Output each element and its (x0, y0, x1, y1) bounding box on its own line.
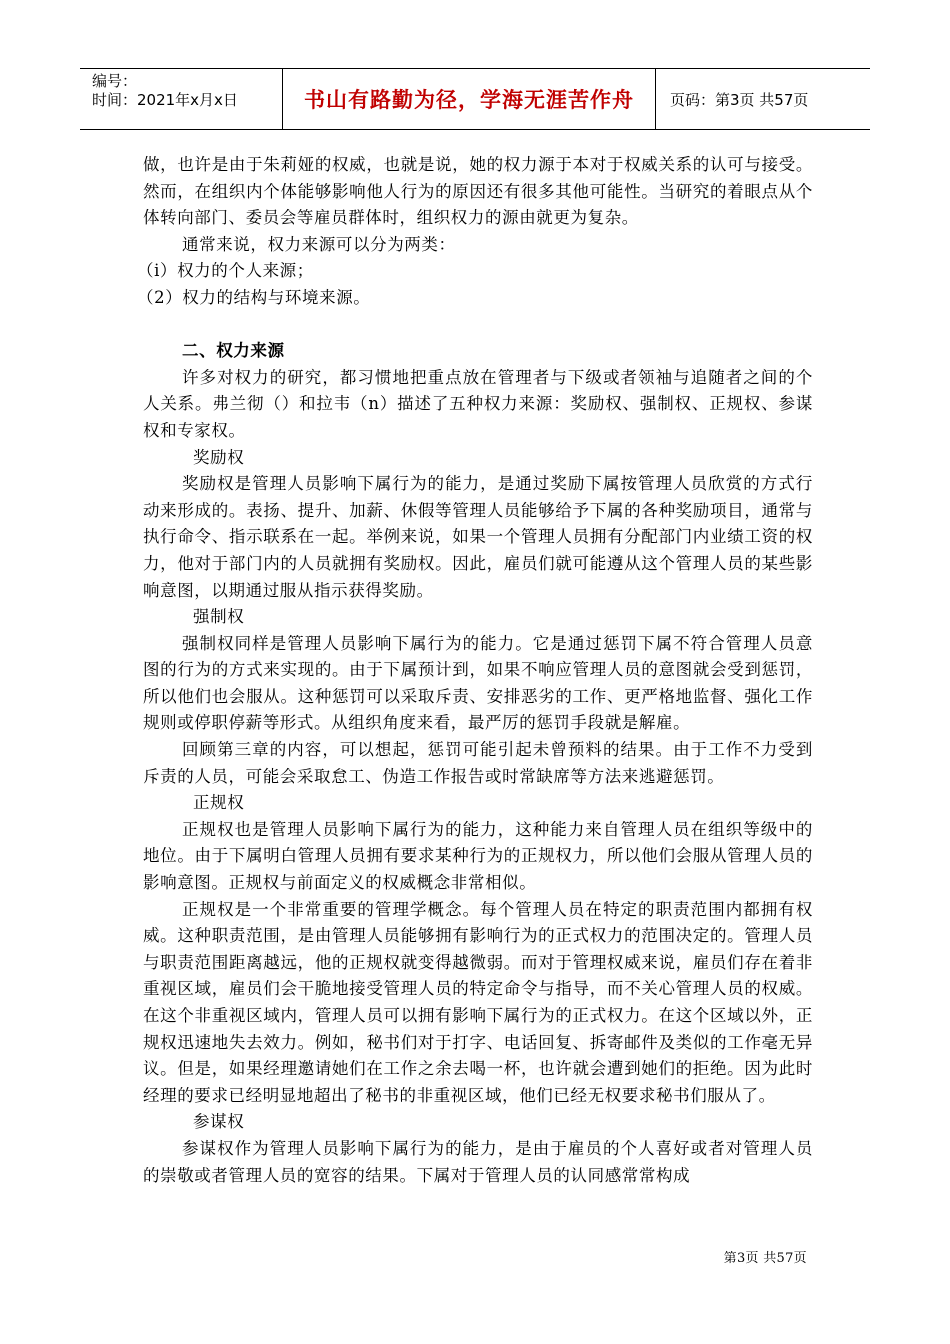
paragraph: 奖励权是管理人员影响下属行为的能力，是通过奖励下属按管理人员欣赏的方式行动来形成的。表扬、提升、加薪、休假等管理人员能够给予下属的各种奖励项目，通常与执行命令、指示联系在一起。举例来说，如果一个管理人员拥有分配部门内业绩工资的权力，他对于部门内的人员就拥有奖励权。因此，雇员们就可能遵从这个管理人员的某些影响意图，以期通过服从指示获得奖励。 (143, 474, 813, 600)
page-header (80, 68, 870, 130)
document-time-label: 时间：2021年x月x日 (92, 91, 238, 109)
paragraph: 通常来说，权力来源可以分为两类： (182, 234, 456, 254)
spacer (143, 312, 813, 339)
list-item: （i）权力的个人来源； (137, 261, 314, 281)
paragraph: 正规权也是管理人员影响下属行为的能力，这种能力来自管理人员在组织等级中的地位。由于下属明白管理人员拥有要求某种行为的正规权力，所以他们会服从管理人员的影响意图。正规权与前面定义的权威概念非常相似。 (143, 819, 813, 893)
subheading-reward-power: 奖励权 (193, 447, 245, 467)
subheading-legitimate-power: 正规权 (193, 793, 245, 813)
subheading-referent-power: 参谋权 (193, 1112, 245, 1132)
header-meta-cell (80, 69, 283, 129)
document-code-label: 编号： (92, 72, 138, 90)
list-item: （2）权力的结构与环境来源。 (137, 287, 371, 307)
paragraph: 强制权同样是管理人员影响下属行为的能力。它是通过惩罚下属不符合管理人员意图的行为的方式来实现的。由于下属预计到，如果不响应管理人员的意图就会受到惩罚，所以他们也会服从。这种惩罚可以采取斥责、安排恶劣的工作、更严格地监督、强化工作规则或停职停薪等形式。从组织角度来看，最严厉的惩罚手段就是解雇。 (143, 633, 813, 733)
header-motto: 书山有路勤为径，学海无涯苦作舟 (283, 69, 656, 129)
page-footer: 第3页 共57页 (723, 1251, 807, 1266)
paragraph: 正规权是一个非常重要的管理学概念。每个管理人员在特定的职责范围内都拥有权威。这种职责范围，是由管理人员能够拥有影响行为的正式权力的范围决定的。管理人员与职责范围距离越远，他的正规权就变得越微弱。而对于管理权威来说，雇员们存在着非重视区域，雇员们会干脆地接受管理人员的特定命令与指导，而不关心管理人员的权威。在这个非重视区域内，管理人员可以拥有影响下属行为的正式权力。在这个区域以外，正规权迅速地失去效力。例如，秘书们对于打字、电话回复、拆寄邮件及类似的工作毫无异议。但是，如果经理邀请她们在工作之余去喝一杯，也许就会遭到她们的拒绝。因为此时经理的要求已经明显地超出了秘书的非重视区域，他们已经无权要求秘书们服从了。 (143, 899, 813, 1105)
paragraph: 参谋权作为管理人员影响下属行为的能力，是由于雇员的个人喜好或者对管理人员的崇敬或者管理人员的宽容的结果。下属对于管理人员的认同感常常构成 (143, 1138, 813, 1185)
paragraph: 许多对权力的研究，都习惯地把重点放在管理者与下级或者领袖与追随者之间的个人关系。弗兰彻（）和拉韦（n）描述了五种权力来源：奖励权、强制权、正规权、参谋权和专家权。 (143, 367, 813, 440)
paragraph: 做，也许是由于朱莉娅的权威，也就是说，她的权力源于本对于权威关系的认可与接受。然而，在组织内个体能够影响他人行为的原因还有很多其他可能性。当研究的着眼点从个体转向部门、委员会等雇员群体时，组织权力的源由就更为复杂。 (143, 155, 813, 228)
document-body (137, 152, 813, 1189)
header-page-info: 页码：第3页 共57页 (670, 90, 809, 109)
section-heading: 二、权力来源 (182, 341, 285, 361)
subheading-coercive-power: 强制权 (193, 607, 245, 627)
paragraph: 回顾第三章的内容，可以想起，惩罚可能引起未曾预料的结果。由于工作不力受到斥责的人员，可能会采取怠工、伪造工作报告或时常缺席等方法来逃避惩罚。 (143, 740, 813, 786)
